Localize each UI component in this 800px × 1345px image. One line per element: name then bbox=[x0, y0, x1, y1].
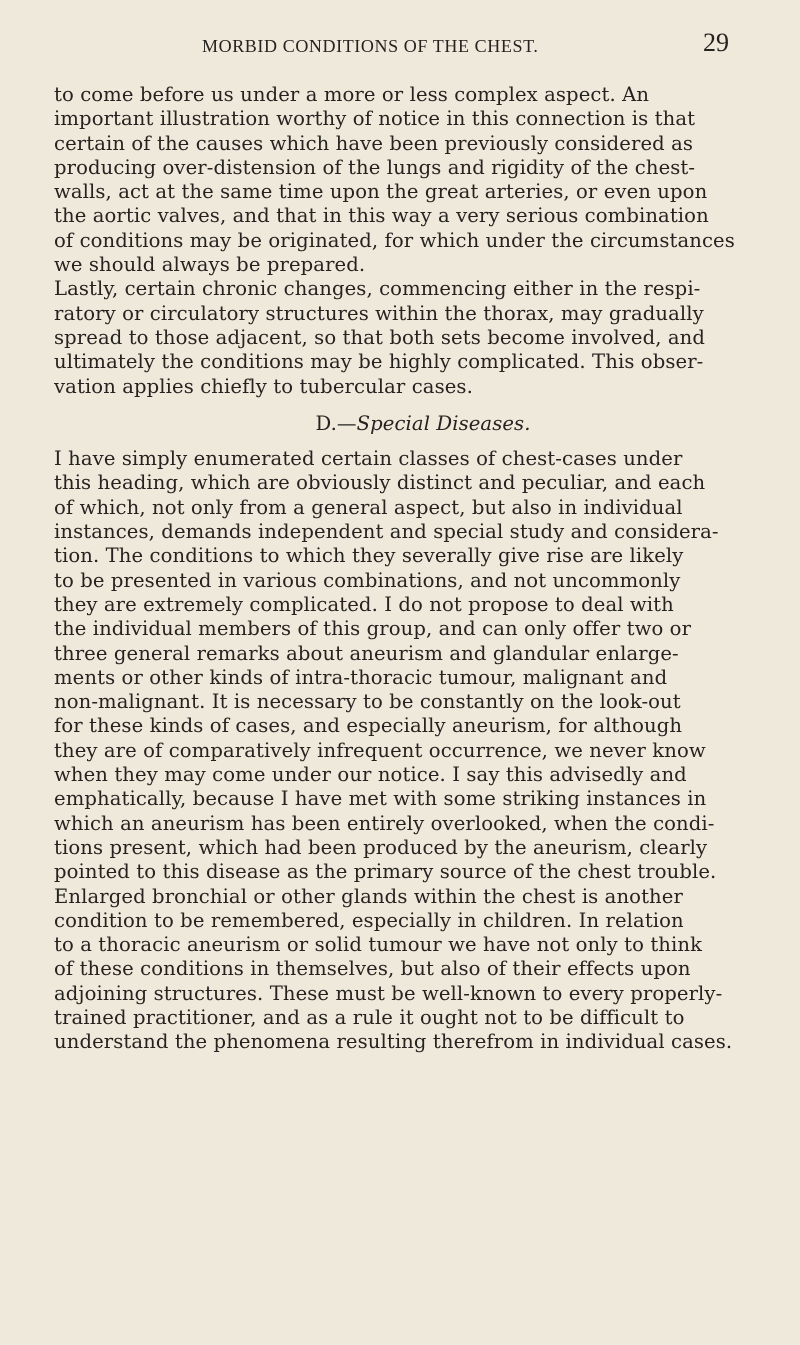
text-line: for these kinds of cases, and especially aneurism, for although bbox=[54, 714, 683, 738]
section-heading bbox=[54, 412, 770, 436]
page-number: 29 bbox=[703, 28, 729, 57]
text-line: three general remarks about aneurism and glandular enlarge- bbox=[54, 641, 679, 665]
text-line: important illustration worthy of notice in this connection is that bbox=[54, 107, 696, 131]
text-line: ments or other kinds of intra-thoracic tumour, malignant and bbox=[54, 665, 668, 689]
text-line: certain of the causes which have been previously considered as bbox=[54, 131, 694, 155]
text-line: of which, not only from a general aspect, but also in individual bbox=[54, 495, 683, 519]
text-line: tion. The conditions to which they severally give rise are likely bbox=[54, 544, 684, 568]
text-line: this heading, which are obviously distinct and peculiar, and each bbox=[54, 471, 706, 495]
paragraph-special-diseases bbox=[54, 447, 770, 1054]
text-line: ratory or circulatory structures within the thorax, may gradually bbox=[54, 301, 704, 325]
text-line: emphatically, because I have met with some striking instances in bbox=[54, 787, 707, 811]
text-line: they are extremely complicated. I do not propose to deal with bbox=[54, 592, 674, 616]
text-line: understand the phenomena resulting therefrom in individual cases. bbox=[54, 1030, 733, 1054]
text-line: pointed to this disease as the primary source of the chest trouble. bbox=[54, 860, 717, 884]
text-line: instances, demands independent and special study and considera- bbox=[54, 520, 719, 544]
text-line: we should always be prepared. bbox=[54, 253, 366, 277]
text-line: trained practitioner, and as a rule it ought not to be difficult to bbox=[54, 1005, 685, 1029]
text-line: the aortic valves, and that in this way a very serious combination bbox=[54, 204, 709, 228]
text-line: producing over-distension of the lungs and rigidity of the chest- bbox=[54, 155, 696, 179]
text-line: to come before us under a more or less complex aspect. An bbox=[54, 83, 650, 106]
text-line: they are of comparatively infrequent occurrence, we never know bbox=[54, 738, 706, 762]
text-line: to a thoracic aneurism or solid tumour we have not only to think bbox=[54, 933, 703, 957]
section-title: Special Diseases. bbox=[356, 411, 531, 435]
text-line: to be presented in various combinations, and not uncommonly bbox=[54, 568, 681, 592]
text-line: spread to those adjacent, so that both sets become involved, and bbox=[54, 325, 706, 349]
text-line: which an aneurism has been entirely overlooked, when the condi- bbox=[54, 811, 715, 835]
running-title: MORBID CONDITIONS OF THE CHEST. bbox=[202, 36, 539, 56]
text-line: of these conditions in themselves, but also of their effects upon bbox=[54, 957, 691, 981]
text-line: of conditions may be originated, for which under the circumstances bbox=[54, 228, 735, 252]
text-line: condition to be remembered, especially in children. In relation bbox=[54, 908, 684, 932]
text-line: Enlarged bronchial or other glands within the chest is another bbox=[54, 884, 683, 908]
text-line: the individual members of this group, and can only offer two or bbox=[54, 617, 692, 641]
heading-dash: — bbox=[336, 411, 357, 435]
text-line: walls, act at the same time upon the great arteries, or even upon bbox=[54, 180, 708, 204]
text-line: vation applies chiefly to tubercular cases. bbox=[54, 374, 473, 398]
text-line: Lastly, certain chronic changes, commencing either in the respi- bbox=[54, 277, 701, 301]
page-header bbox=[0, 24, 800, 60]
text-line: tions present, which had been produced by the aneurism, clearly bbox=[54, 835, 708, 859]
text-line: non-malignant. It is necessary to be constantly on the look-out bbox=[54, 690, 681, 714]
text-line: ultimately the conditions may be highly complicated. This obser- bbox=[54, 350, 704, 374]
paragraph-continuation bbox=[54, 83, 770, 277]
paragraph-lastly bbox=[54, 277, 770, 398]
text-line: when they may come under our notice. I say this advisedly and bbox=[54, 763, 687, 787]
body-text bbox=[54, 83, 770, 1055]
text-line: adjoining structures. These must be well-known to every properly- bbox=[54, 981, 723, 1005]
text-line: I have simply enumerated certain classes of chest-cases under bbox=[54, 447, 683, 471]
section-label: D. bbox=[315, 411, 337, 435]
